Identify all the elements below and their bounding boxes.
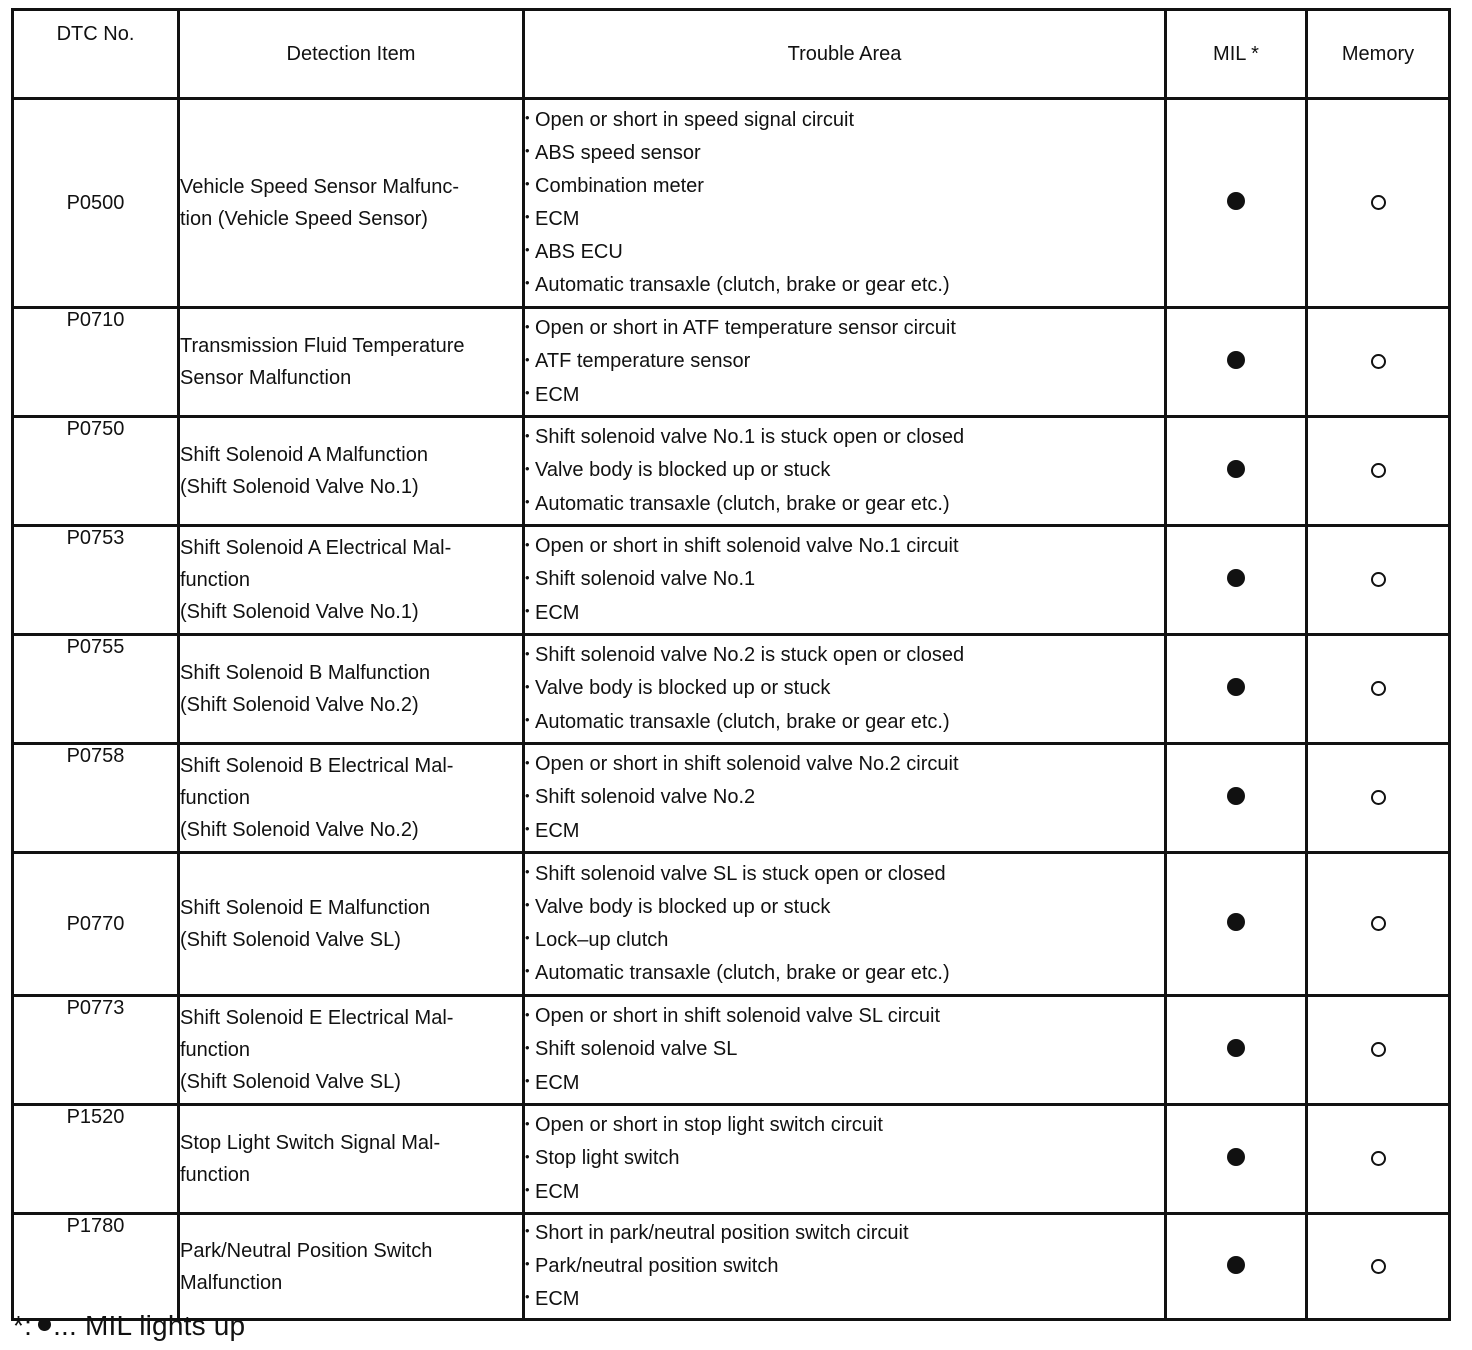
footnote: [13, 1310, 245, 1342]
dtc-code: P0710: [13, 308, 179, 417]
table-row: [13, 417, 1450, 526]
trouble-list-item: • ECM: [525, 203, 1164, 236]
trouble-list: [525, 639, 1164, 738]
table-row: [13, 526, 1450, 635]
memory-cell: [1307, 1214, 1450, 1320]
trouble-list-item: • Shift solenoid valve SL is stuck open or closed: [525, 858, 1164, 891]
trouble-area: [524, 853, 1166, 996]
detection-item: Vehicle Speed Sensor Malfunc- tion (Vehicle Speed Sensor): [179, 99, 524, 308]
trouble-area: [524, 1214, 1166, 1320]
table-row: [13, 1105, 1450, 1214]
trouble-list-item: • Open or short in speed signal circuit: [525, 104, 1164, 137]
trouble-list-item: • Shift solenoid valve No.1: [525, 563, 1164, 596]
trouble-list-item: • ECM: [525, 1283, 1164, 1316]
dtc-code: P1780: [13, 1214, 179, 1320]
memory-stored-icon: [1371, 790, 1386, 805]
dtc-code: P0753: [13, 526, 179, 635]
mil-lights-up-icon: [1227, 1256, 1245, 1274]
trouble-list-item: • ECM: [525, 815, 1164, 848]
table-row: [13, 1214, 1450, 1320]
mil-lights-up-icon: [1227, 460, 1245, 478]
memory-stored-icon: [1371, 916, 1386, 931]
trouble-list-item: • Open or short in shift solenoid valve No.2 circuit: [525, 748, 1164, 781]
trouble-list-item: • Lock–up clutch: [525, 924, 1164, 957]
trouble-list-item: • Valve body is blocked up or stuck: [525, 672, 1164, 705]
trouble-list: [525, 858, 1164, 990]
memory-cell: [1307, 417, 1450, 526]
trouble-list-item: • ABS speed sensor: [525, 137, 1164, 170]
mil-cell: [1166, 417, 1307, 526]
memory-cell: [1307, 744, 1450, 853]
mil-cell: [1166, 308, 1307, 417]
trouble-list-item: • ABS ECU: [525, 236, 1164, 269]
footnote-dot-icon: [38, 1318, 51, 1331]
memory-stored-icon: [1371, 354, 1386, 369]
detection-item: Shift Solenoid A Electrical Mal- function (Shift Solenoid Valve No.1): [179, 526, 524, 635]
trouble-area: [524, 99, 1166, 308]
mil-lights-up-icon: [1227, 192, 1245, 210]
table-row: [13, 744, 1450, 853]
detection-item: Shift Solenoid A Malfunction (Shift Solenoid Valve No.1): [179, 417, 524, 526]
memory-cell: [1307, 853, 1450, 996]
detection-item: Shift Solenoid E Malfunction (Shift Solenoid Valve SL): [179, 853, 524, 996]
trouble-list-item: • ECM: [525, 379, 1164, 412]
trouble-list: [525, 104, 1164, 302]
memory-cell: [1307, 1105, 1450, 1214]
trouble-list-item: • Shift solenoid valve No.2 is stuck open or closed: [525, 639, 1164, 672]
footnote-prefix: *:: [13, 1310, 33, 1341]
mil-cell: [1166, 99, 1307, 308]
mil-cell: [1166, 1214, 1307, 1320]
trouble-list-item: • Automatic transaxle (clutch, brake or gear etc.): [525, 706, 1164, 739]
detection-item: Shift Solenoid B Malfunction (Shift Solenoid Valve No.2): [179, 635, 524, 744]
detection-item: Park/Neutral Position Switch Malfunction: [179, 1214, 524, 1320]
mil-lights-up-icon: [1227, 1148, 1245, 1166]
mil-lights-up-icon: [1227, 678, 1245, 696]
trouble-list-item: • Park/neutral position switch: [525, 1250, 1164, 1283]
dtc-table: [11, 8, 1451, 1321]
trouble-area: [524, 308, 1166, 417]
trouble-list-item: • ATF temperature sensor: [525, 345, 1164, 378]
trouble-list-item: • Automatic transaxle (clutch, brake or gear etc.): [525, 957, 1164, 990]
memory-cell: [1307, 308, 1450, 417]
trouble-list-item: • ECM: [525, 1176, 1164, 1209]
dtc-code: P0770: [13, 853, 179, 996]
trouble-area: [524, 526, 1166, 635]
memory-stored-icon: [1371, 572, 1386, 587]
trouble-list-item: • Shift solenoid valve No.1 is stuck open or closed: [525, 421, 1164, 454]
memory-stored-icon: [1371, 1259, 1386, 1274]
mil-lights-up-icon: [1227, 569, 1245, 587]
header-mil: MIL *: [1166, 10, 1307, 99]
trouble-list-item: • Valve body is blocked up or stuck: [525, 891, 1164, 924]
mil-cell: [1166, 526, 1307, 635]
memory-stored-icon: [1371, 1151, 1386, 1166]
trouble-list: [525, 1000, 1164, 1099]
table-row: [13, 99, 1450, 308]
mil-lights-up-icon: [1227, 1039, 1245, 1057]
header-dtc-no: DTC No.: [13, 10, 179, 99]
trouble-list-item: • Shift solenoid valve No.2: [525, 781, 1164, 814]
trouble-list-item: • Valve body is blocked up or stuck: [525, 454, 1164, 487]
trouble-list: [525, 312, 1164, 411]
memory-stored-icon: [1371, 681, 1386, 696]
header-memory: Memory: [1307, 10, 1450, 99]
mil-cell: [1166, 996, 1307, 1105]
mil-cell: [1166, 853, 1307, 996]
trouble-area: [524, 996, 1166, 1105]
trouble-list-item: • Shift solenoid valve SL: [525, 1033, 1164, 1066]
trouble-list-item: • Combination meter: [525, 170, 1164, 203]
trouble-list-item: • Open or short in shift solenoid valve SL circuit: [525, 1000, 1164, 1033]
memory-stored-icon: [1371, 195, 1386, 210]
trouble-area: [524, 635, 1166, 744]
trouble-list-item: • ECM: [525, 597, 1164, 630]
trouble-list: [525, 421, 1164, 520]
table-row: [13, 853, 1450, 996]
footnote-text: ... MIL lights up: [53, 1310, 246, 1341]
detection-item: Stop Light Switch Signal Mal- function: [179, 1105, 524, 1214]
header-trouble-area: Trouble Area: [524, 10, 1166, 99]
trouble-area: [524, 1105, 1166, 1214]
trouble-list: [525, 530, 1164, 629]
dtc-code: P1520: [13, 1105, 179, 1214]
trouble-list: [525, 1217, 1164, 1316]
table-body: [13, 99, 1450, 1320]
table-row: [13, 996, 1450, 1105]
detection-item: Shift Solenoid E Electrical Mal- function (Shift Solenoid Valve SL): [179, 996, 524, 1105]
table-row: [13, 635, 1450, 744]
dtc-code: P0750: [13, 417, 179, 526]
trouble-list-item: • Open or short in ATF temperature sensor circuit: [525, 312, 1164, 345]
dtc-code: P0755: [13, 635, 179, 744]
trouble-list: [525, 748, 1164, 847]
table-row: [13, 308, 1450, 417]
detection-item: Transmission Fluid Temperature Sensor Malfunction: [179, 308, 524, 417]
trouble-area: [524, 417, 1166, 526]
trouble-list-item: • Automatic transaxle (clutch, brake or gear etc.): [525, 488, 1164, 521]
trouble-area: [524, 744, 1166, 853]
dtc-code: P0758: [13, 744, 179, 853]
dtc-code: P0773: [13, 996, 179, 1105]
trouble-list-item: • Open or short in stop light switch circuit: [525, 1109, 1164, 1142]
mil-lights-up-icon: [1227, 913, 1245, 931]
memory-cell: [1307, 996, 1450, 1105]
memory-cell: [1307, 99, 1450, 308]
memory-stored-icon: [1371, 463, 1386, 478]
mil-cell: [1166, 744, 1307, 853]
memory-cell: [1307, 526, 1450, 635]
trouble-list-item: • ECM: [525, 1067, 1164, 1100]
trouble-list-item: • Stop light switch: [525, 1142, 1164, 1175]
table-header-row: [13, 10, 1450, 99]
detection-item: Shift Solenoid B Electrical Mal- function (Shift Solenoid Valve No.2): [179, 744, 524, 853]
trouble-list-item: • Open or short in shift solenoid valve No.1 circuit: [525, 530, 1164, 563]
trouble-list-item: • Short in park/neutral position switch circuit: [525, 1217, 1164, 1250]
trouble-list-item: • Automatic transaxle (clutch, brake or gear etc.): [525, 269, 1164, 302]
memory-stored-icon: [1371, 1042, 1386, 1057]
mil-lights-up-icon: [1227, 351, 1245, 369]
dtc-code: P0500: [13, 99, 179, 308]
memory-cell: [1307, 635, 1450, 744]
mil-cell: [1166, 1105, 1307, 1214]
mil-cell: [1166, 635, 1307, 744]
trouble-list: [525, 1109, 1164, 1208]
mil-lights-up-icon: [1227, 787, 1245, 805]
header-detection-item: Detection Item: [179, 10, 524, 99]
